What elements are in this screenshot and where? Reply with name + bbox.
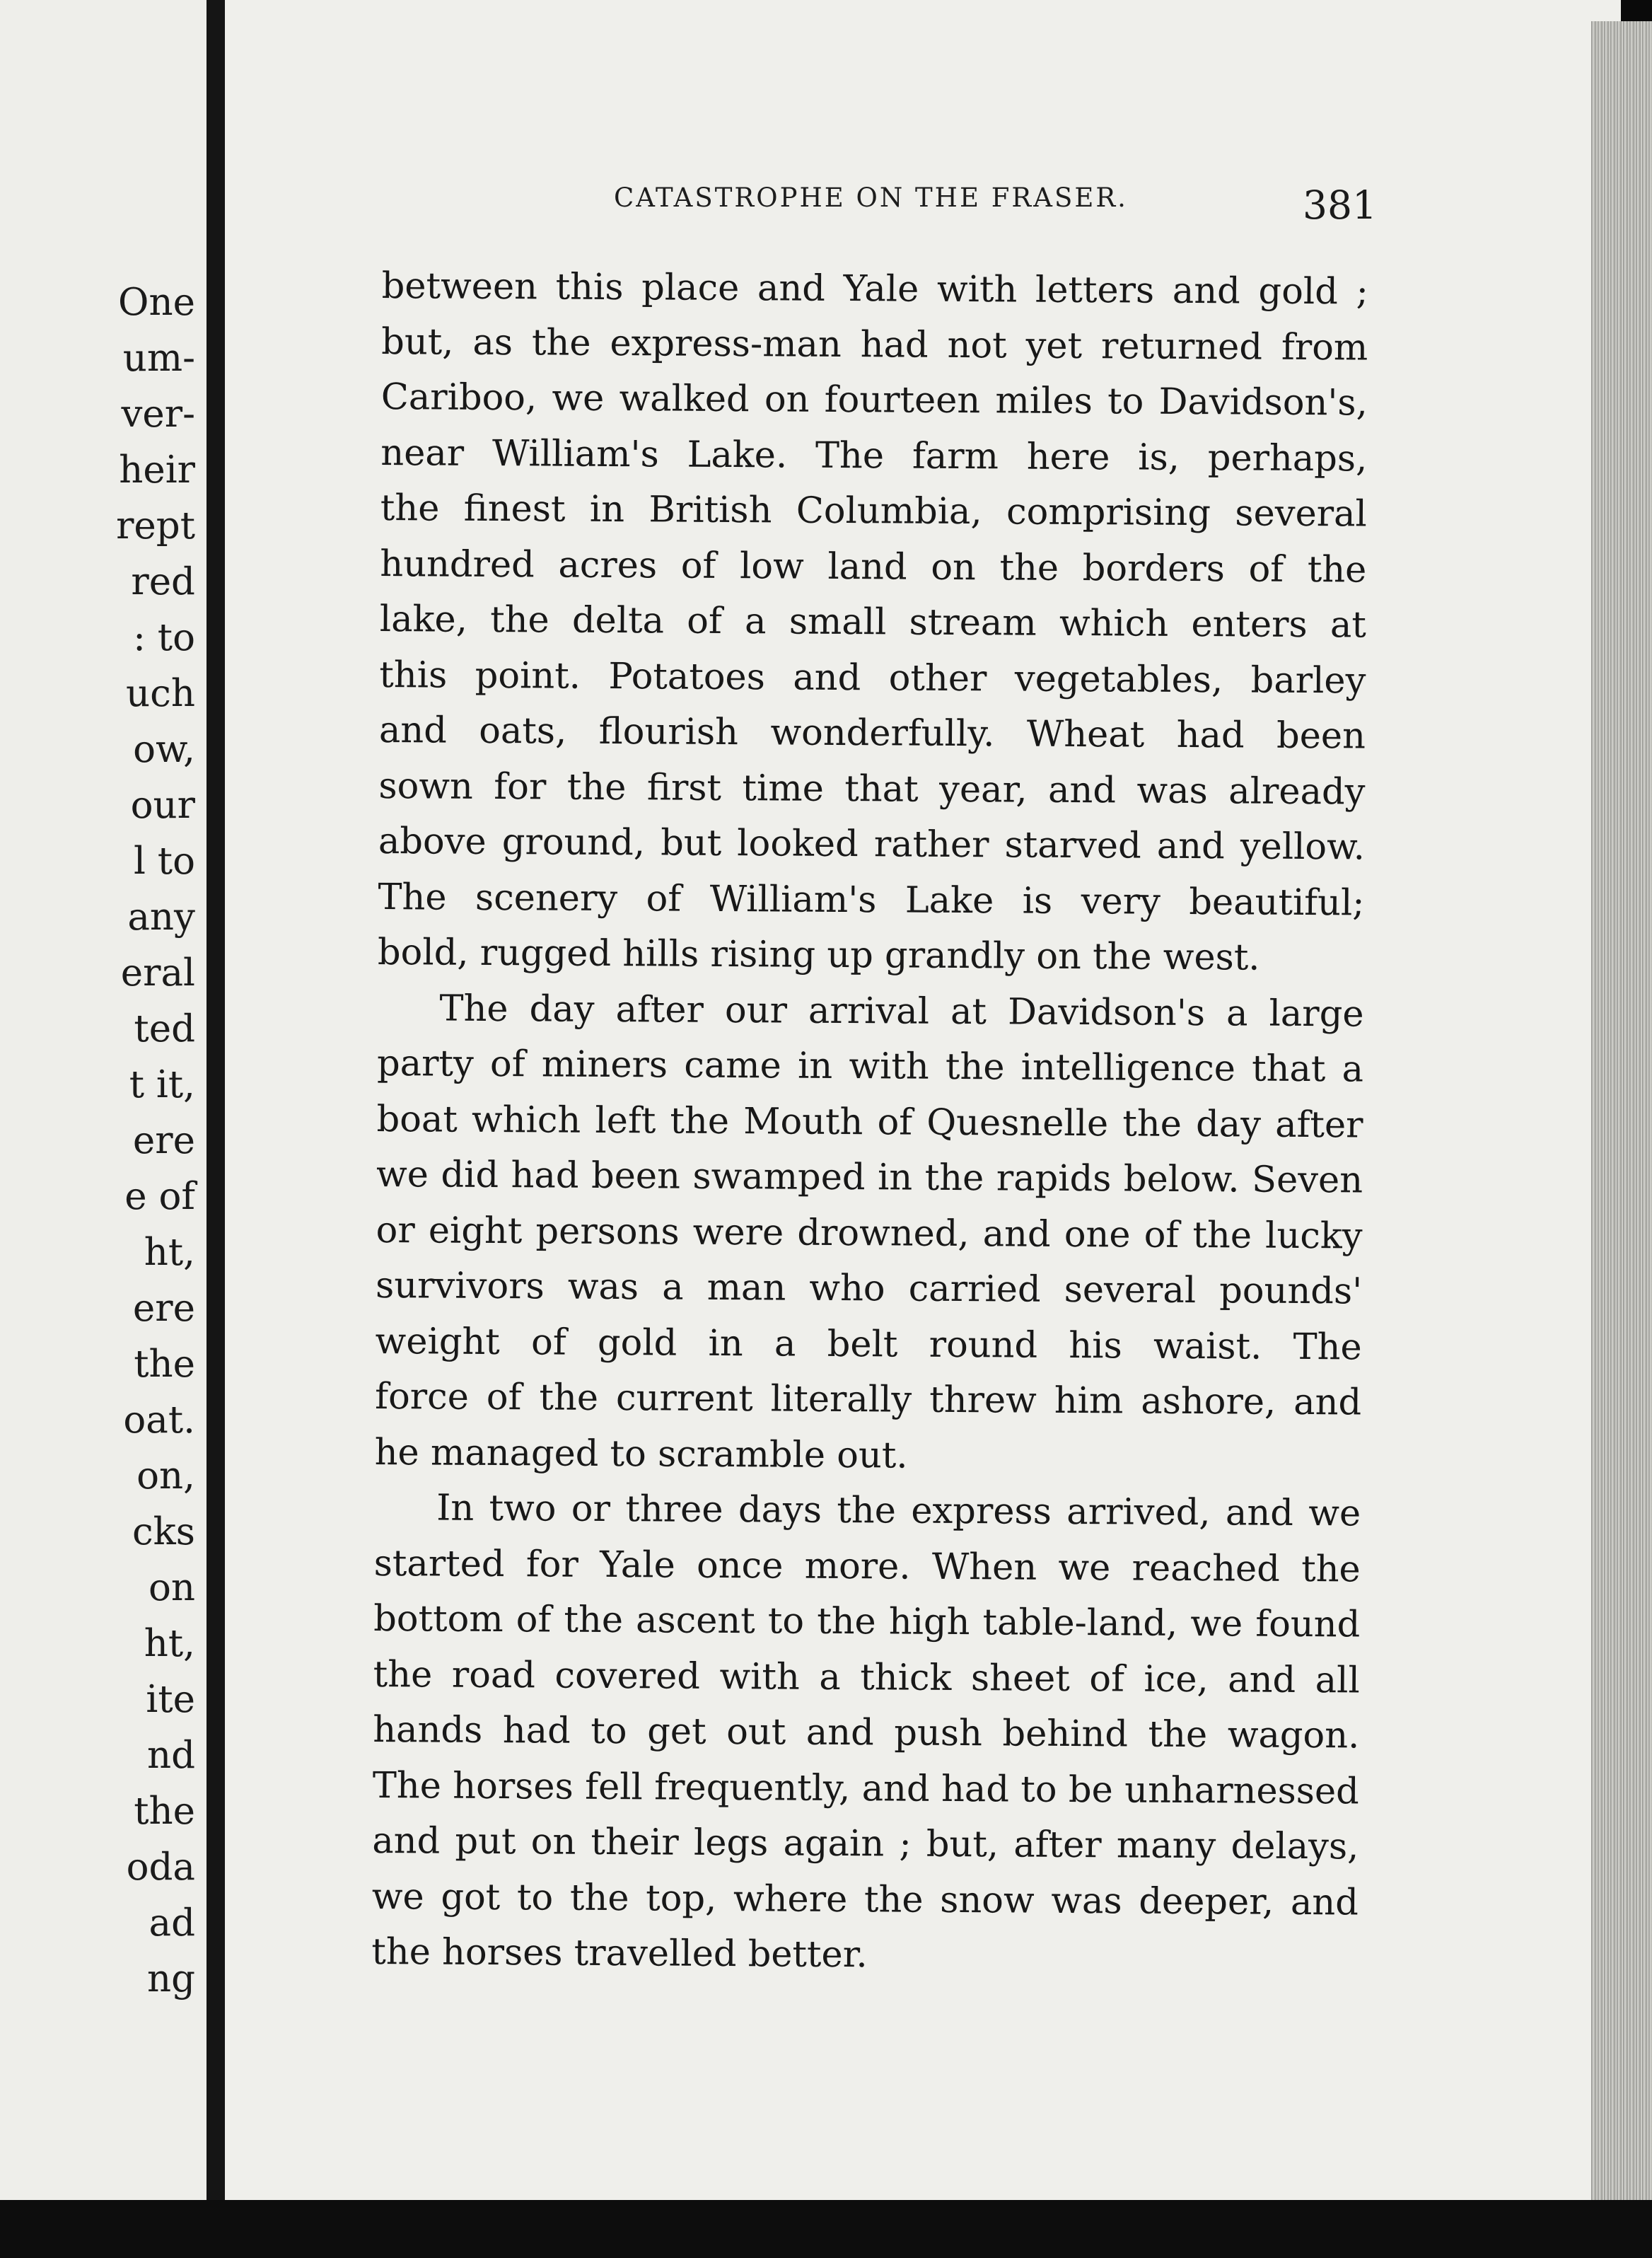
left-page-fragment: ht, (144, 1622, 195, 1665)
running-head: CATASTROPHE ON THE FRASER. (614, 183, 1128, 213)
text-line: The day after our arrival at Davidson's a large (439, 988, 1364, 1036)
text-line: hundred acres of low land on the borders of the (380, 543, 1367, 591)
text-line: the horses travelled better. (371, 1930, 868, 1976)
left-page-fragment: the (134, 1343, 195, 1386)
left-page-fragment: oat. (123, 1399, 195, 1442)
left-page-fragment: ere (132, 1119, 195, 1162)
text-line: he managed to scramble out. (374, 1431, 908, 1477)
left-page-fragment: uch (126, 672, 195, 715)
left-page-fragment: l to (133, 840, 195, 883)
left-page-fragment: heir (119, 448, 195, 492)
left-page-text-fragments (116, 274, 195, 2007)
text-line: and put on their legs again ; but, after many delays, (372, 1819, 1359, 1868)
left-page-fragment: t it, (129, 1063, 195, 1106)
left-page-fragment: e of (124, 1175, 195, 1218)
text-line: bold, rugged hills rising up grandly on the west. (377, 931, 1260, 979)
text-line: this point. Potatoes and other vegetables, barley (379, 654, 1366, 702)
left-page-fragment: ow, (133, 728, 195, 771)
text-line: near William's Lake. The farm here is, perhaps, (380, 432, 1368, 480)
left-page-fragment: red (131, 560, 195, 603)
text-line: hands had to get out and push behind the wagon. (373, 1708, 1360, 1757)
text-line: the finest in British Columbia, comprising several (380, 487, 1368, 535)
page-edges (1591, 21, 1652, 2207)
text-line: party of miners came in with the intelligence that a (376, 1042, 1364, 1091)
text-line: force of the current literally threw him ashore, and (374, 1375, 1362, 1424)
left-page-fragment: cks (132, 1510, 195, 1553)
text-line: weight of gold in a belt round his waist. The (375, 1320, 1362, 1368)
text-line: above ground, but looked rather starved and yellow. (378, 820, 1366, 869)
text-line: we did had been swamped in the rapids below. Seven (376, 1153, 1363, 1202)
book-gutter (206, 0, 225, 2207)
left-page-fragment: ted (134, 1007, 195, 1050)
left-page-fragment: eral (120, 951, 195, 995)
left-page-fragment: um- (122, 337, 195, 380)
text-line: survivors was a man who carried several pounds' (375, 1264, 1363, 1313)
left-page-fragment: our (130, 784, 195, 827)
text-line: lake, the delta of a small stream which enters at (379, 598, 1367, 647)
left-page-fragment: nd (146, 1734, 195, 1777)
scan-bottom-border (0, 2200, 1652, 2258)
text-line: bottom of the ascent to the high table-land, we found (373, 1597, 1361, 1646)
left-page-fragment: One (118, 281, 195, 324)
left-page-fragment: on, (136, 1454, 195, 1498)
text-line: between this place and Yale with letters and gold ; (381, 265, 1368, 313)
left-page-fragment: ht, (144, 1231, 195, 1274)
left-page-fragment: : to (133, 616, 195, 659)
left-page-fragment: rept (116, 504, 195, 548)
left-page-fragment: on (148, 1566, 195, 1609)
text-line: The horses fell frequently, and had to be unharnessed (372, 1764, 1359, 1812)
text-line: The scenery of William's Lake is very beautiful; (378, 876, 1365, 925)
page-number: 381 (1303, 183, 1377, 228)
text-line: sown for the first time that year, and was already (378, 765, 1366, 814)
left-page-fragment: ver- (121, 393, 195, 436)
body-text (371, 259, 1368, 1986)
left-page-fragment: ere (132, 1287, 195, 1330)
left-page-fragment: ad (149, 1901, 195, 1945)
left-facing-page (0, 0, 206, 2200)
text-line: started for Yale once more. When we reached the (373, 1542, 1361, 1590)
left-page-fragment: the (134, 1790, 195, 1833)
left-page-fragment: ite (146, 1678, 195, 1721)
left-page-fragment: ng (146, 1957, 195, 2001)
text-line: the road covered with a thick sheet of ice, and all (373, 1653, 1360, 1701)
text-line: and oats, flourish wonderfully. Wheat had been (378, 709, 1366, 758)
text-line: but, as the express-man had not yet returned from (381, 320, 1368, 369)
text-line: Cariboo, we walked on fourteen miles to Davidson's, (380, 376, 1368, 424)
left-page-fragment: oda (126, 1846, 195, 1889)
text-line: or eight persons were drowned, and one of the lucky (376, 1209, 1363, 1257)
text-line: In two or three days the express arrived, and we (436, 1487, 1361, 1535)
left-page-fragment: any (127, 896, 195, 939)
text-line: boat which left the Mouth of Quesnelle the day after (376, 1098, 1363, 1146)
text-line: we got to the top, where the snow was deeper, and (371, 1875, 1359, 1923)
